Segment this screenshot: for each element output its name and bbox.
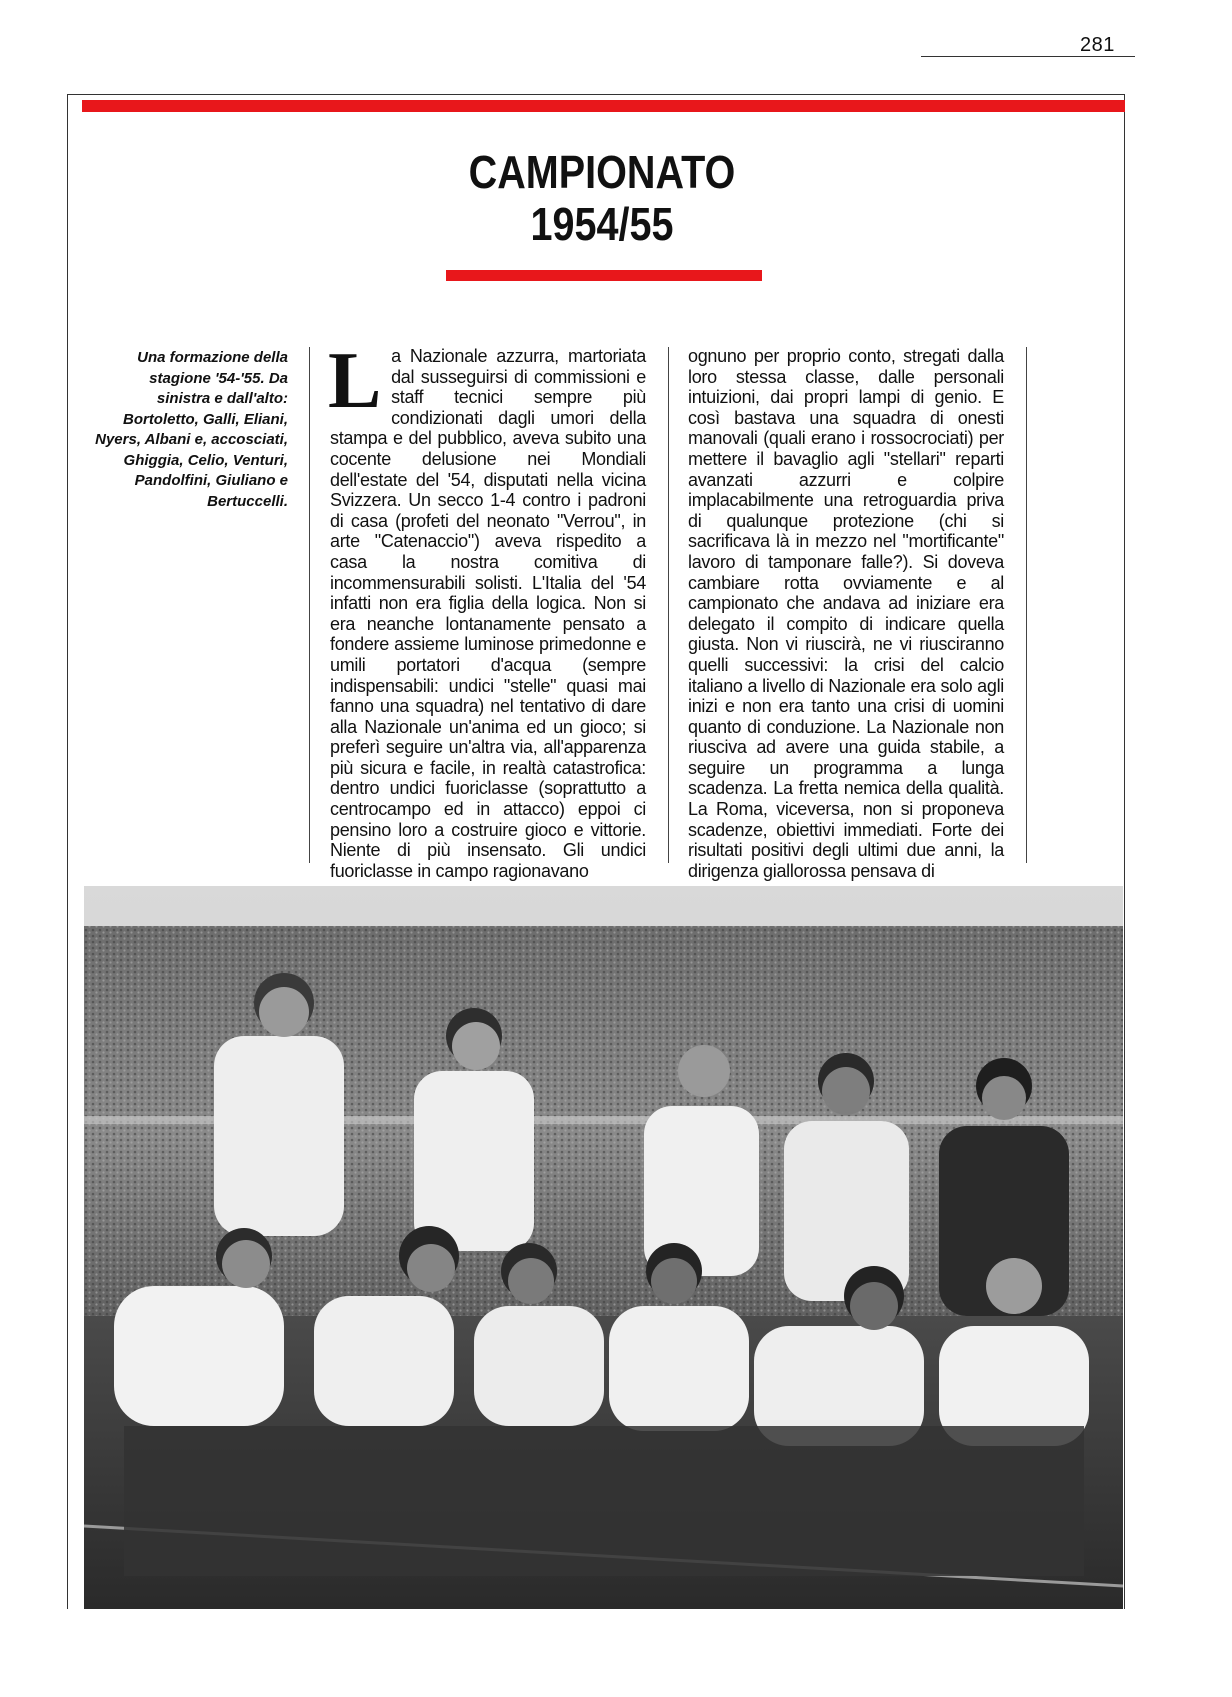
- title-line-2: 1954/55: [530, 198, 674, 250]
- article-column-2: [688, 346, 1004, 881]
- column-rule-left: [309, 347, 310, 863]
- article-text-2: ognuno per proprio conto, stregati dalla loro stessa classe, dalle personali intuizioni, dai propri lampi di genio. E così bastava una squadra di onesti manovali (quali erano i rossocrociati) per mettere il bavaglio agli "stellari" reparti avanzati azzurri e colpire implacabilmente una retroguardia priva di qualunque protezione (chi si sacrificava là in mezzo nel "mortificante" lavoro di tamponare falle?). Si doveva cambiare rotta ovviamente e al campionato che andava ad iniziare era delegato il compito di indicare quella giusta. Non vi riuscirà, ne vi riusciranno quelli successivi: la crisi del calcio italiano a livello di Nazionale era solo agli inizi e non era tanto una crisi di uomini quanto di conduzione. La Nazionale non riusciva ad avere una guida stabile, a seguire un programma a lunga scadenza. La fretta nemica della qualità. La Roma, viceversa, non si proponeva scadenze, obiettivi immediati. Forte dei risultati positivi degli ultimi due anni, la dirigenza giallorossa pensava di: [688, 346, 1004, 881]
- title-red-bar: [446, 270, 762, 281]
- page-number-rule: [921, 56, 1135, 57]
- column-rule-middle: [668, 347, 669, 863]
- photo-caption: Una formazione della stagione '54-'55. Da sinistra e dall'alto: Bortoletto, Galli, Eliani, Nyers, Albani e, accosciati, Ghiggia, Celio, Venturi, Pandolfini, Giuliano e Bertuccelli.: [95, 349, 288, 510]
- column-rule-right: [1026, 347, 1027, 863]
- article-column-1: [328, 337, 646, 881]
- team-photo: [84, 886, 1123, 1609]
- top-red-bar: [82, 100, 1125, 112]
- page-number: 281: [1080, 34, 1115, 56]
- article-text-1: a Nazionale azzurra, martoriata dal susseguirsi di commissioni e staff tecnici sempre più condizionati dagli umori della stampa e del pubblico, aveva subito una cocente delusione nei Mondiali dell'estate del '54, disputati nella vicina Svizzera. Un secco 1-4 contro i padroni di casa (profeti del neonato "Verrou", in arte "Catenaccio") aveva rispedito a casa la nostra comitiva di incommensurabili solisti. L'Italia del '54 infatti non era figlia della logica. Non si era neanche lontanamente pensato a fondere assieme luminose primedonne e umili portatori d'acqua (sempre indispensabili: undici "stelle" quasi mai fanno una squadra) nel tentativo di dare alla Nazionale un'anima ed un gioco; si preferì seguire un'altra via, all'apparenza più sicura e facile, in realtà catastrofica: dentro undici fuoriclasse (soprattutto a centrocampo ed in attacco) eppoi ci pensino loro a costruire gioco e vittorie. Niente di più insensato. Gli undici fuoriclasse in campo ragionavano: [330, 346, 646, 881]
- title-line-1: CAMPIONATO: [468, 146, 736, 198]
- page-title: [342, 146, 861, 250]
- drop-cap: L: [328, 337, 382, 425]
